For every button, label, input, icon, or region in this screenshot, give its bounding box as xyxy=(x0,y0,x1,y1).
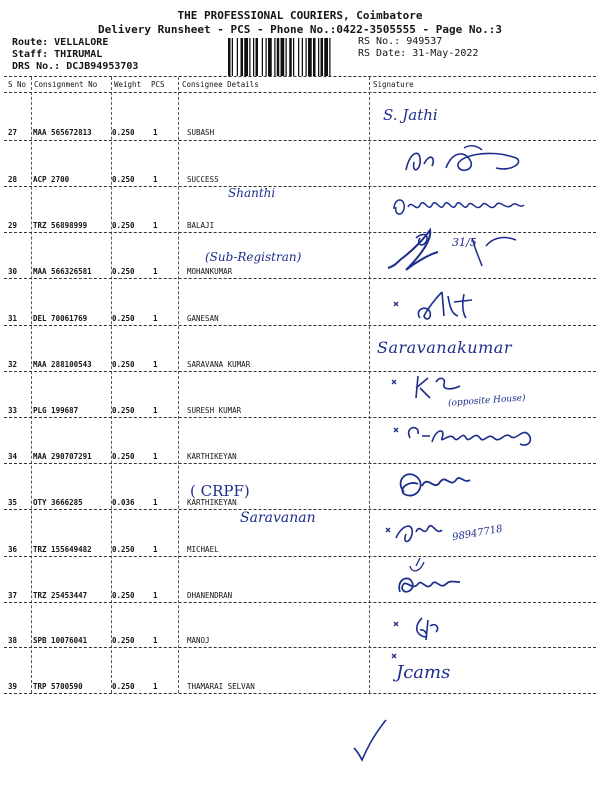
staff-label: Staff: xyxy=(12,49,49,60)
col-weight: Weight xyxy=(114,80,142,89)
col-divider xyxy=(31,77,32,693)
consignee-cell: SUBASH xyxy=(187,128,215,137)
col-consignment: Consignment No xyxy=(34,80,98,89)
signature-row-29 xyxy=(390,193,530,219)
consignee-cell: GANESAN xyxy=(187,314,219,323)
header-rule-bottom xyxy=(4,92,596,93)
pcs-cell: 1 xyxy=(153,267,158,276)
sno-cell: 36 xyxy=(8,545,18,554)
rs-no-label: RS No.: xyxy=(358,36,401,47)
rs-date-field xyxy=(358,48,478,59)
runsheet-subtitle: Delivery Runsheet - PCS - Phone No.:0422-3505555 - Page No.:3 xyxy=(98,23,502,36)
col-divider xyxy=(111,77,112,693)
barcode-bar xyxy=(237,38,238,76)
barcode-bar xyxy=(274,38,275,76)
barcode-bar xyxy=(256,38,259,76)
consignee-note-row-36: Saravanan xyxy=(240,510,316,526)
weight-cell: 0.250 xyxy=(112,682,135,691)
barcode-bar xyxy=(306,38,307,76)
consignment-cell: ACP 2700 xyxy=(33,175,70,184)
barcode-bar xyxy=(232,38,233,76)
rs-date-label: RS Date: xyxy=(358,48,407,59)
signature-row-32: Saravanakumar xyxy=(377,338,512,357)
consignee-note-row-29: Shanthi xyxy=(228,186,276,200)
barcode-bar xyxy=(318,38,319,76)
weight-cell: 0.250 xyxy=(112,314,135,323)
barcode-bar xyxy=(262,38,263,76)
consignment-cell: MAA 288100543 xyxy=(33,360,92,369)
sno-cell: 38 xyxy=(8,636,18,645)
consignment-cell: MAA 290707291 xyxy=(33,452,92,461)
drs-label: DRS No.: xyxy=(12,61,61,72)
route-label: Route: xyxy=(12,37,49,48)
consignee-cell: MICHAEL xyxy=(187,545,219,554)
barcode-bar xyxy=(286,38,287,76)
signature-row-35 xyxy=(388,462,478,508)
consignment-cell: PLG 199687 xyxy=(33,406,79,415)
check-mark-icon xyxy=(350,716,390,766)
signature-row-34 xyxy=(392,420,552,454)
barcode-bar xyxy=(268,38,272,76)
barcode-bar xyxy=(321,38,324,76)
row-separator xyxy=(4,371,596,372)
phone-note-row-36: 98947718 xyxy=(451,523,504,544)
row-separator xyxy=(4,693,596,694)
barcode-bar xyxy=(324,38,328,76)
consignee-note-row-35: ( CRPF) xyxy=(190,482,250,500)
weight-cell: 0.250 xyxy=(112,175,135,184)
sno-cell: 31 xyxy=(8,314,18,323)
row-separator xyxy=(4,463,596,464)
row-separator xyxy=(4,556,596,557)
signature-row-28 xyxy=(400,142,530,182)
header-rule-top xyxy=(4,76,596,77)
weight-cell: 0.036 xyxy=(112,498,135,507)
consignee-cell: SUCCESS xyxy=(187,175,219,184)
signature-row-31 xyxy=(390,288,500,328)
sno-cell: 34 xyxy=(8,452,18,461)
consignee-cell: THAMARAI SELVAN xyxy=(187,682,255,691)
col-signature: Signature xyxy=(373,80,414,89)
sno-cell: 32 xyxy=(8,360,18,369)
signature-row-30 xyxy=(386,226,526,282)
consignment-cell: MAA 565672813 xyxy=(33,128,92,137)
weight-cell: 0.250 xyxy=(112,406,135,415)
row-separator xyxy=(4,140,596,141)
staff-field xyxy=(12,49,102,60)
sno-cell: 30 xyxy=(8,267,18,276)
weight-cell: 0.250 xyxy=(112,545,135,554)
pcs-cell: 1 xyxy=(153,498,158,507)
consignment-cell: TRZ 56898999 xyxy=(33,221,88,230)
barcode-bar xyxy=(277,38,280,76)
consignment-cell: SPB 10076041 xyxy=(33,636,88,645)
drs-field xyxy=(12,61,138,72)
rs-no-value: 949537 xyxy=(406,36,443,47)
consignee-cell: MANOJ xyxy=(187,636,210,645)
consignee-cell: KARTHIKEYAN xyxy=(187,452,237,461)
pcs-cell: 1 xyxy=(153,314,158,323)
barcode-bar xyxy=(289,38,292,76)
barcode-bar xyxy=(253,38,254,76)
pcs-cell: 1 xyxy=(153,360,158,369)
col-divider xyxy=(369,77,370,693)
consignee-cell: SARAVANA KUMAR xyxy=(187,360,251,369)
col-divider xyxy=(178,77,179,693)
consignment-cell: DEL 70061769 xyxy=(33,314,88,323)
sno-cell: 29 xyxy=(8,221,18,230)
barcode-bar xyxy=(298,38,299,76)
col-consignee: Consignee Details xyxy=(182,80,259,89)
pcs-cell: 1 xyxy=(153,591,158,600)
col-pcs: PCS xyxy=(151,80,165,89)
consignment-cell: TRP 5700590 xyxy=(33,682,83,691)
consignment-cell: TRZ 155649482 xyxy=(33,545,92,554)
sno-cell: 27 xyxy=(8,128,18,137)
signature-row-36 xyxy=(384,514,454,554)
pcs-cell: 1 xyxy=(153,221,158,230)
barcode-bar xyxy=(313,38,316,76)
signature-row-27: S. Jathi xyxy=(383,106,438,124)
row-separator xyxy=(4,602,596,603)
pcs-cell: 1 xyxy=(153,406,158,415)
sno-cell: 28 xyxy=(8,175,18,184)
sno-cell: 33 xyxy=(8,406,18,415)
pcs-cell: 1 xyxy=(153,452,158,461)
address-note-row-33: (opposite House) xyxy=(447,393,526,409)
company-name: THE PROFESSIONAL COURIERS, Coimbatore xyxy=(177,9,423,22)
rs-no-field xyxy=(358,36,442,47)
consignee-cell: DHANENDRAN xyxy=(187,591,233,600)
pcs-cell: 1 xyxy=(153,636,158,645)
consignee-note-row-30: (Sub-Registran) xyxy=(205,250,302,264)
consignment-cell: TRZ 25453447 xyxy=(33,591,88,600)
consignee-cell: KARTHIKEYAN xyxy=(187,498,237,507)
weight-cell: 0.250 xyxy=(112,128,135,137)
barcode-bar xyxy=(329,38,330,76)
barcode-bar xyxy=(228,38,231,76)
row-separator xyxy=(4,647,596,648)
sno-cell: 35 xyxy=(8,498,18,507)
row-separator xyxy=(4,417,596,418)
barcode-bar xyxy=(308,38,312,76)
barcode xyxy=(228,38,356,76)
barcode-bar xyxy=(244,38,248,76)
weight-cell: 0.250 xyxy=(112,360,135,369)
row-separator xyxy=(4,325,596,326)
barcode-bar xyxy=(241,38,244,76)
signature-row-38 xyxy=(392,612,462,646)
route-value: VELLALORE xyxy=(54,37,109,48)
pcs-cell: 1 xyxy=(153,682,158,691)
weight-cell: 0.250 xyxy=(112,591,135,600)
consignee-cell: MOHANKUMAR xyxy=(187,267,233,276)
weight-cell: 0.250 xyxy=(112,452,135,461)
pcs-cell: 1 xyxy=(153,545,158,554)
consignment-cell: OTY 3666285 xyxy=(33,498,83,507)
date-note-row-30: 31/5 xyxy=(452,236,477,249)
sno-cell: 39 xyxy=(8,682,18,691)
col-sno: S No xyxy=(8,80,27,89)
staff-value: THIRUMAL xyxy=(54,49,103,60)
row-separator xyxy=(4,186,596,187)
signature-row-37 xyxy=(390,552,480,610)
barcode-bar xyxy=(266,38,267,76)
pcs-cell: 1 xyxy=(153,128,158,137)
drs-value: DCJB94953703 xyxy=(66,61,139,72)
pcs-cell: 1 xyxy=(153,175,158,184)
route-field xyxy=(12,37,108,48)
consignee-cell: BALAJI xyxy=(187,221,215,230)
weight-cell: 0.250 xyxy=(112,636,135,645)
sno-cell: 37 xyxy=(8,591,18,600)
barcode-bar xyxy=(281,38,285,76)
signature-row-39: Jcams xyxy=(396,662,451,683)
consignment-cell: MAA 566326581 xyxy=(33,267,92,276)
weight-cell: 0.250 xyxy=(112,267,135,276)
barcode-bar xyxy=(293,38,294,76)
weight-cell: 0.250 xyxy=(112,221,135,230)
rs-date-value: 31-May-2022 xyxy=(412,48,479,59)
barcode-bar xyxy=(249,38,250,76)
consignee-cell: SURESH KUMAR xyxy=(187,406,242,415)
barcode-bar xyxy=(302,38,303,76)
